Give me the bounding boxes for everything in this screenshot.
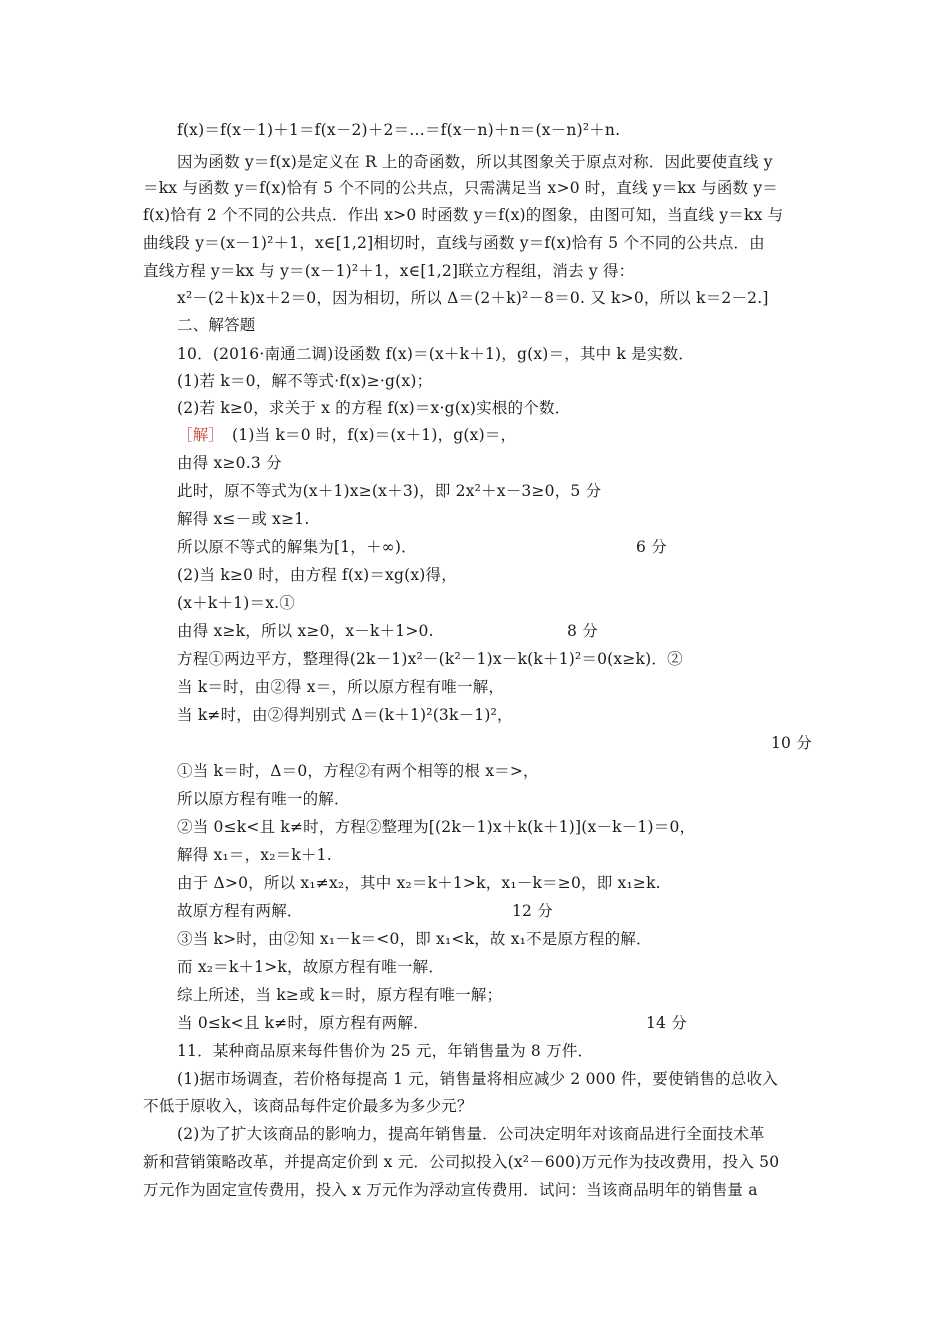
solution-line <box>177 425 516 445</box>
text-line: (2)当 k≥0 时，由方程 f(x)＝xg(x)得， <box>177 566 457 584</box>
text-line: ＝kx 与函数 y＝f(x)恰有 5 个不同的公共点，只需满足当 x>0 时，直线 y＝kx 与函数 y＝ <box>143 179 779 197</box>
text-line: 方程①两边平方，整理得(2k－1)x²－(k²－1)x－k(k＋1)²＝0(x≥k)．② <box>177 650 683 668</box>
text-line: 由得 x≥0.3 分 <box>177 454 282 472</box>
text-line: ③当 k>时，由②知 x₁－k＝<0，即 x₁<k，故 x₁不是原方程的解． <box>177 930 652 948</box>
text-line: f(x)＝f(x－1)＋1＝f(x－2)＋2＝…＝f(x－n)＋n＝(x－n)²＋n. <box>177 121 621 139</box>
score-mark: 10 分 <box>771 734 812 752</box>
score-mark: 12 分 <box>512 902 553 920</box>
text-line: 由于 Δ>0，所以 x₁≠x₂，其中 x₂＝k＋1>k，x₁－k＝≥0，即 x₁≥k. <box>177 874 661 892</box>
text-line: 直线方程 y＝kx 与 y＝(x－1)²＋1，x∈[1,2]联立方程组，消去 y 得： <box>143 262 635 280</box>
text-line: x²－(2＋k)x＋2＝0，因为相切，所以 Δ＝(2＋k)²－8＝0. 又 k>0，所以 k＝2－2.] <box>177 289 769 307</box>
text-line: 故原方程有两解． <box>177 902 303 920</box>
problem-statement: 10．(2016·南通二调)设函数 f(x)＝(x＋k＋1)，g(x)＝，其中 k 是实数． <box>177 345 694 363</box>
text-line: 而 x₂＝k＋1>k，故原方程有唯一解． <box>177 958 445 976</box>
text-line: 由得 x≥k，所以 x≥0，x－k＋1>0. <box>177 622 434 640</box>
text-line: ②当 0≤k<且 k≠时，方程②整理为[(2k－1)x＋k(k＋1)](x－k－1)＝0， <box>177 818 696 836</box>
text-line: (2)为了扩大该商品的影响力，提高年销售量．公司决定明年对该商品进行全面技术革 <box>177 1125 765 1143</box>
text-line: ①当 k＝时，Δ＝0，方程②有两个相等的根 x＝>， <box>177 762 539 780</box>
problem-statement: 11．某种商品原来每件售价为 25 元，年销售量为 8 万件． <box>177 1042 594 1060</box>
text-line: 当 0≤k<且 k≠时，原方程有两解． <box>177 1014 429 1032</box>
score-mark: 8 分 <box>567 622 598 640</box>
text-line: 解得 x≤－或 x≥1. <box>177 510 310 528</box>
score-mark: 6 分 <box>636 538 667 556</box>
text-line: f(x)恰有 2 个不同的公共点．作出 x>0 时函数 y＝f(x)的图象，由图可知，当直线 y＝kx 与 <box>143 206 784 224</box>
text-line: 万元作为固定宣传费用，投入 x 万元作为浮动宣传费用．试问：当该商品明年的销售量 a <box>143 1181 758 1199</box>
text-line: 此时，原不等式为(x＋1)x≥(x＋3)，即 2x²＋x－3≥0，5 分 <box>177 482 602 500</box>
text-line: 所以原不等式的解集为[1，＋∞)． <box>177 538 417 556</box>
solution-text: (1)当 k＝0 时，f(x)＝(x＋1)，g(x)＝， <box>216 426 517 444</box>
section-heading: 二、解答题 <box>177 316 256 334</box>
text-line: (x＋k＋1)＝x.① <box>177 594 295 612</box>
text-line: 综上所述，当 k≥或 k＝时，原方程有唯一解； <box>177 986 503 1004</box>
text-line: 因为函数 y＝f(x)是定义在 R 上的奇函数，所以其图象关于原点对称．因此要使直线 y <box>177 153 773 171</box>
text-line: 新和营销策略改革，并提高定价到 x 元．公司拟投入(x²－600)万元作为技改费用，投入 50 <box>143 1153 780 1171</box>
text-line: (1)若 k＝0，解不等式·f(x)≥·g(x)； <box>177 372 433 390</box>
solution-label: ［解］ <box>177 426 217 444</box>
text-line: (1)据市场调查，若价格每提高 1 元，销售量将相应减少 2 000 件，要使销售的总收入 <box>177 1070 778 1088</box>
text-line: 解得 x₁＝，x₂＝k＋1. <box>177 846 332 864</box>
text-line: 当 k＝时，由②得 x＝，所以原方程有唯一解， <box>177 678 505 696</box>
score-mark: 14 分 <box>646 1014 687 1032</box>
text-line: 当 k≠时，由②得判别式 Δ＝(k＋1)²(3k－1)²， <box>177 706 513 724</box>
text-line: 不低于原收入，该商品每件定价最多为多少元？ <box>143 1097 473 1115</box>
text-line: 所以原方程有唯一的解． <box>177 790 350 808</box>
text-line: 曲线段 y＝(x－1)²＋1，x∈[1,2]相切时，直线与函数 y＝f(x)恰有 5 个不同的公共点．由 <box>143 234 765 252</box>
text-line: (2)若 k≥0，求关于 x 的方程 f(x)＝x·g(x)实根的个数． <box>177 399 571 417</box>
